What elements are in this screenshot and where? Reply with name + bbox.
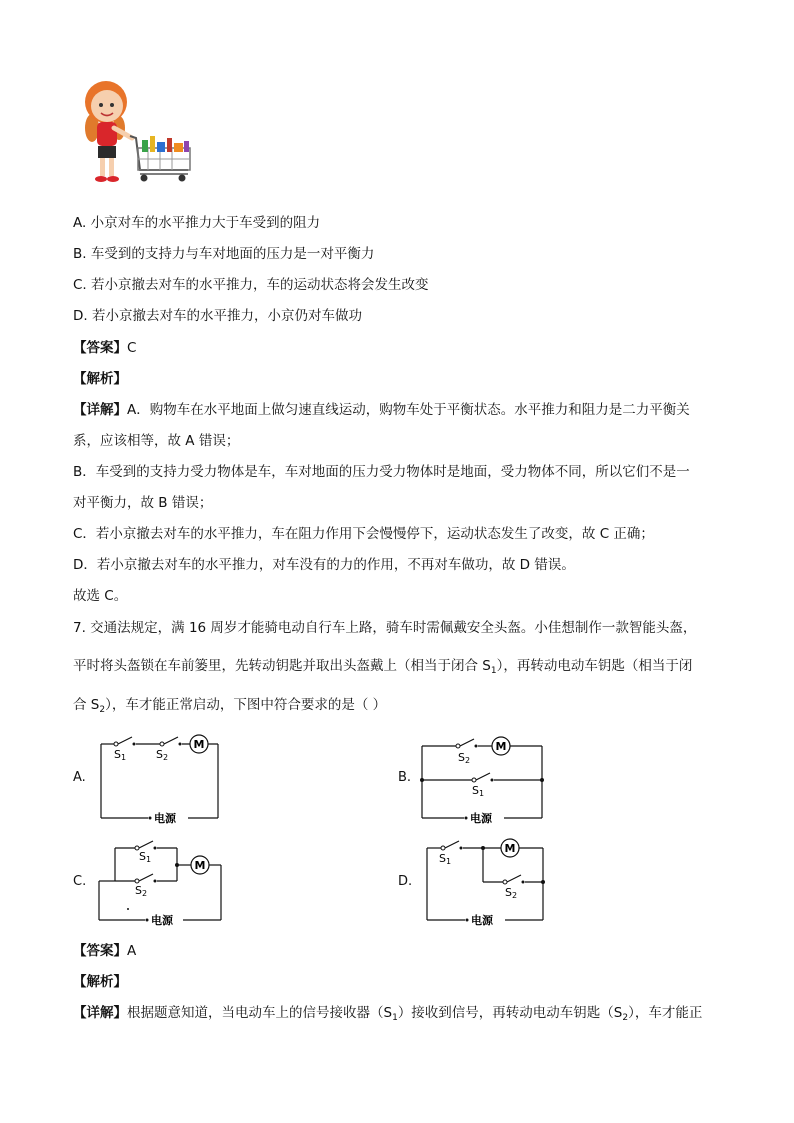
motor-symbol: M xyxy=(194,859,206,872)
analysis-line-1 xyxy=(73,400,690,420)
option-a: A. 小京对车的水平推力大于车受到的阻力 xyxy=(73,215,321,231)
switch-label-s1: S1 xyxy=(139,850,152,864)
switch-label-s2: S2 xyxy=(458,751,471,765)
answer-tag: 【答案】 xyxy=(73,943,127,959)
analysis-sub: 1 xyxy=(392,1013,398,1023)
answer-tag: 【答案】 xyxy=(73,340,127,356)
switch-label-s1: S1 xyxy=(439,852,452,866)
detail-tag: 【详解】 xyxy=(73,402,127,418)
analysis-text: A．购物车在水平地面上做匀速直线运动，购物车处于平衡状态。水平推力和阻力是二力平衡关 xyxy=(127,402,690,418)
motor-symbol: M xyxy=(504,842,516,855)
switch-label-s1: S1 xyxy=(472,784,485,798)
circuit-a-label: A. xyxy=(73,770,86,785)
analysis-tag-q6: 【解析】 xyxy=(73,371,127,387)
analysis-text: ），车才能正 xyxy=(628,1005,703,1021)
option-d: D. 若小京撤去对车的水平推力，小京仍对车做功 xyxy=(73,308,362,324)
analysis-line-3: B．车受到的支持力受力物体是车，车对地面的压力受力物体时是地面，受力物体不同，所以它们不是一 xyxy=(73,464,690,480)
q7-sub: 1 xyxy=(490,666,497,676)
circuit-b-label: B. xyxy=(398,770,412,785)
analysis-q7-line-1 xyxy=(73,1003,702,1028)
question-7-line-1: 7. 交通法规定，满 16 周岁才能骑电动自行车上路，骑车时需佩戴安全头盔。小佳想制作一款智能头盔， xyxy=(73,620,697,636)
analysis-line-4: 对平衡力，故 B 错误； xyxy=(73,495,213,511)
switch-label-s2: S2 xyxy=(505,886,518,900)
circuit-diagram-d xyxy=(425,838,555,926)
power-label: 电源 xyxy=(470,812,492,825)
circuit-diagram-a xyxy=(96,732,236,827)
answer-value: A xyxy=(127,943,137,959)
switch-label-s2: S2 xyxy=(135,884,148,898)
question-7-line-3 xyxy=(73,695,386,720)
analysis-line-5: C．若小京撤去对车的水平推力，车在阻力作用下会慢慢停下，运动状态发生了改变，故 C 正确； xyxy=(73,526,654,542)
analysis-text: 根据题意知道，当电动车上的信号接收器（S xyxy=(127,1005,393,1021)
answer-q6 xyxy=(73,338,136,358)
analysis-text: ）接收到信号，再转动电动车钥匙（S xyxy=(397,1005,623,1021)
analysis-sub: 2 xyxy=(622,1013,629,1023)
circuit-diagram-c xyxy=(95,838,230,926)
power-label: 电源 xyxy=(154,812,176,825)
answer-value: C xyxy=(127,340,137,356)
q7-text: 合 S xyxy=(73,697,100,713)
q7-text: ），车才能正常启动，下图中符合要求的是（ ） xyxy=(105,697,387,713)
question-7-line-2 xyxy=(73,656,692,681)
switch-label-s1: S1 xyxy=(114,748,127,762)
motor-symbol: M xyxy=(193,738,205,751)
power-label: 电源 xyxy=(471,914,493,926)
q7-text: 平时将头盔锁在车前篓里，先转动钥匙并取出头盔戴上（相当于闭合 S xyxy=(73,658,491,674)
power-label: 电源 xyxy=(151,914,173,926)
option-c: C. 若小京撤去对车的水平推力，车的运动状态将会发生改变 xyxy=(73,277,429,293)
answer-q7 xyxy=(73,941,136,961)
circuit-diagram-b xyxy=(420,734,550,826)
analysis-line-2: 系，应该相等，故 A 错误； xyxy=(73,433,240,449)
option-b: B. 车受到的支持力与车对地面的压力是一对平衡力 xyxy=(73,246,375,262)
q7-text: ），再转动电动车钥匙（相当于闭 xyxy=(496,658,693,674)
analysis-tag-q7: 【解析】 xyxy=(73,974,127,990)
analysis-line-6: D．若小京撤去对车的水平推力，对车没有的力的作用，不再对车做功，故 D 错误。 xyxy=(73,557,575,573)
detail-tag: 【详解】 xyxy=(73,1005,127,1021)
analysis-line-7: 故选 C。 xyxy=(73,588,128,604)
switch-label-s2: S2 xyxy=(156,748,169,762)
circuit-d-label: D. xyxy=(398,874,413,889)
q7-sub: 2 xyxy=(99,705,106,715)
motor-symbol: M xyxy=(495,740,507,753)
circuit-c-label: C. xyxy=(73,874,87,889)
girl-shopping-cart-icon xyxy=(72,70,197,195)
